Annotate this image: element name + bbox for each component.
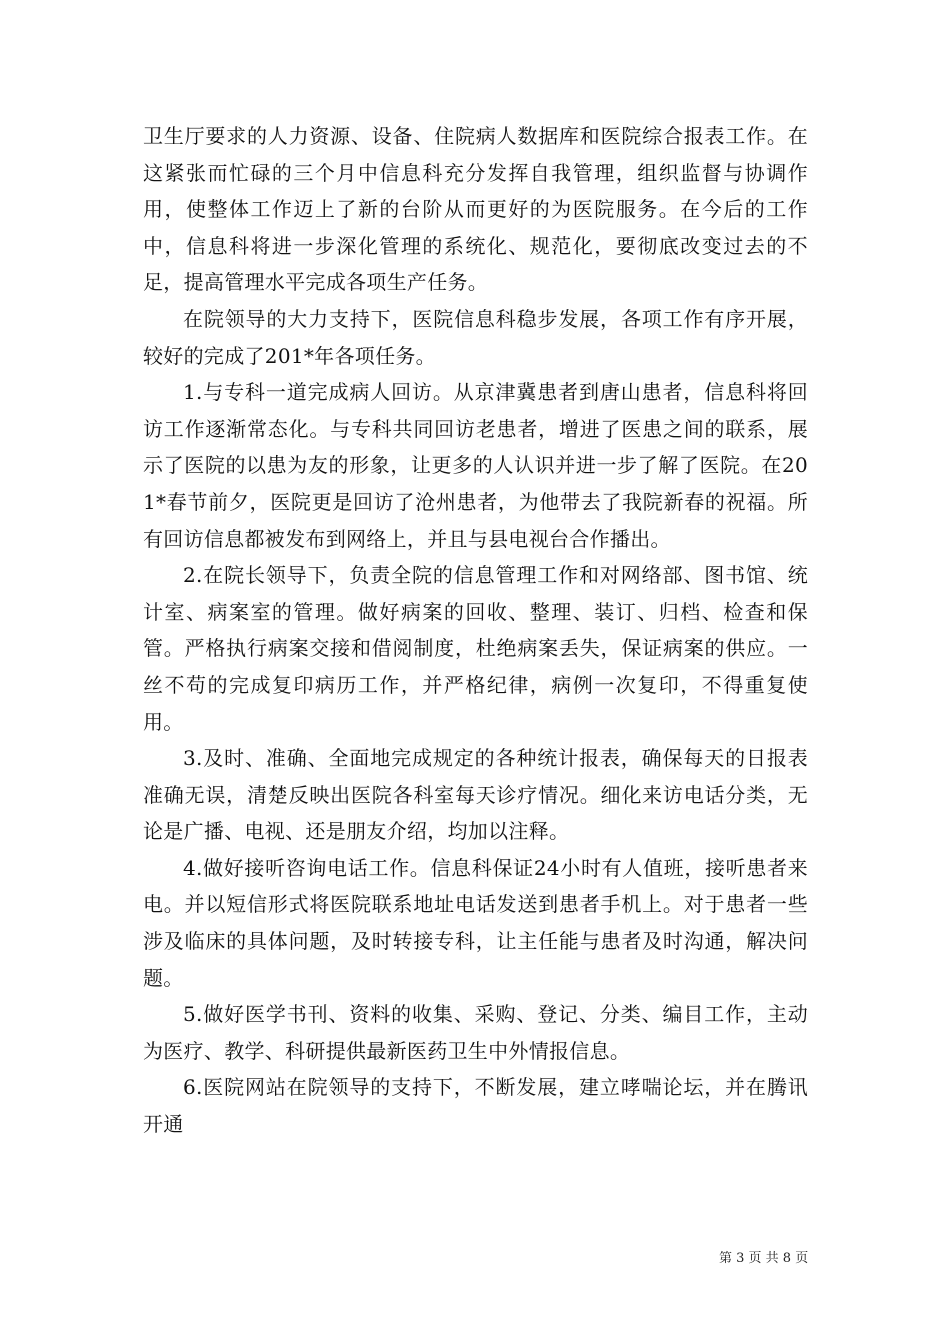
paragraph-intro: 在院领导的大力支持下，医院信息科稳步发展，各项工作有序开展，较好的完成了201*年各项任务。 bbox=[143, 306, 808, 368]
paragraph-item-5: 5.做好医学书刊、资料的收集、采购、登记、分类、编目工作，主动为医疗、教学、科研提供最新医药卫生中外情报信息。 bbox=[143, 1002, 808, 1063]
paragraph-item-6: 6.医院网站在院领导的支持下，不断发展，建立哮喘论坛，并在腾讯开通 bbox=[143, 1075, 808, 1137]
paragraph-continuation: 卫生厅要求的人力资源、设备、住院病人数据库和医院综合报表工作。在这紧张而忙碌的三个月中信息科充分发挥自我管理，组织监督与协调作用，使整体工作迈上了新的台阶从而更好的为医院服务。在今后的工作中，信息科将进一步深化管理的系统化、规范化，要彻底改变过去的不足，提高管理水平完成各项生产任务。 bbox=[143, 124, 808, 295]
paragraph-item-1: 1.与专科一道完成病人回访。从京津冀患者到唐山患者，信息科将回访工作逐渐常态化。与专科共同回访老患者，增进了医患之间的联系，展示了医院的以患为友的形象，让更多的人认识并进一步了解了医院。在201*春节前夕，医院更是回访了沧州患者，为他带去了我院新春的祝福。所有回访信息都被发布到网络上，并且与县电视台合作播出。 bbox=[143, 380, 808, 551]
paragraph-item-3: 3.及时、准确、全面地完成规定的各种统计报表，确保每天的日报表准确无误，清楚反映出医院各科室每天诊疗情况。细化来访电话分类，无论是广播、电视、还是朋友介绍，均加以注释。 bbox=[143, 746, 808, 844]
paragraph-item-2: 2.在院长领导下，负责全院的信息管理工作和对网络部、图书馆、统计室、病案室的管理。做好病案的回收、整理、装订、归档、检查和保管。严格执行病案交接和借阅制度，杜绝病案丢失，保证病案的供应。一丝不苟的完成复印病历工作，并严格纪律，病例一次复印，不得重复使用。 bbox=[143, 563, 808, 734]
document-body bbox=[143, 118, 808, 1143]
paragraph-item-4: 4.做好接听咨询电话工作。信息科保证24小时有人值班，接听患者来电。并以短信形式将医院联系地址电话发送到患者手机上。对于患者一些涉及临床的具体问题，及时转接专科，让主任能与患者及时沟通，解决问题。 bbox=[143, 855, 808, 990]
page-number-footer: 第 3 页 共 8 页 bbox=[719, 1251, 809, 1266]
